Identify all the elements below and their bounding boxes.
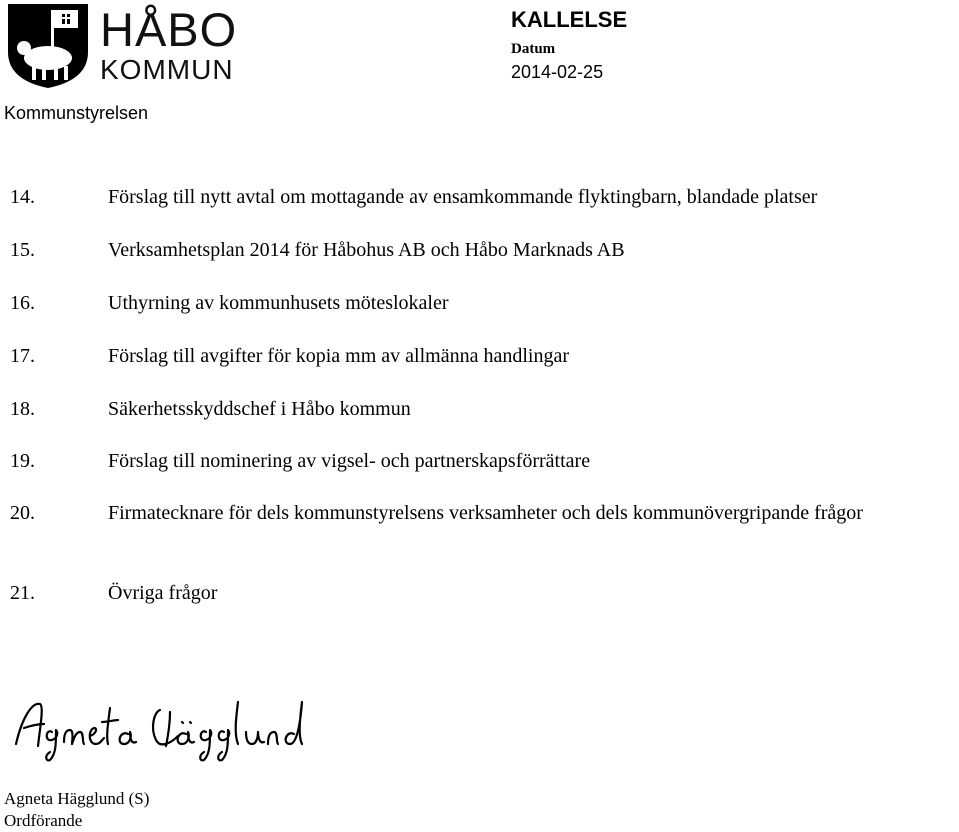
agenda-number: 20. xyxy=(10,502,35,524)
agenda-text: Övriga frågor xyxy=(108,582,218,604)
date-value: 2014-02-25 xyxy=(511,62,604,82)
agenda-text: Förslag till avgifter för kopia mm av allmänna handlingar xyxy=(108,345,569,367)
agenda-item xyxy=(10,290,955,316)
agenda-item xyxy=(10,396,955,422)
agenda-text: Säkerhetsskyddschef i Håbo kommun xyxy=(108,398,411,420)
agenda-item xyxy=(10,448,955,474)
agenda-item xyxy=(10,580,955,606)
agenda-text: Firmatecknare för dels kommunstyrelsens verksamheter och dels kommunövergripande frågor xyxy=(108,502,863,524)
document-type: KALLELSE xyxy=(511,7,628,32)
date-label: Datum xyxy=(511,41,556,57)
signer-name: Agneta Hägglund (S) xyxy=(4,789,150,808)
agenda-number: 16. xyxy=(10,292,35,314)
logo-name: HÅBO xyxy=(100,3,238,56)
agenda-number: 14. xyxy=(10,186,35,208)
agenda-item xyxy=(10,184,955,210)
signer-block xyxy=(4,788,149,832)
department-name: Kommunstyrelsen xyxy=(4,103,149,123)
agenda-item xyxy=(10,237,955,263)
handwritten-signature xyxy=(10,688,310,768)
agenda-number: 18. xyxy=(10,398,35,420)
signer-title: Ordförande xyxy=(4,811,83,830)
lamb-with-banner-icon xyxy=(4,2,92,88)
agenda-text: Uthyrning av kommunhusets möteslokaler xyxy=(108,292,449,314)
agenda-number: 15. xyxy=(10,239,35,261)
agenda-item xyxy=(10,500,955,526)
agenda-number: 19. xyxy=(10,450,35,472)
agenda-text: Verksamhetsplan 2014 för Håbohus AB och Håbo Marknads AB xyxy=(108,239,625,261)
logo-subtitle: KOMMUN xyxy=(100,54,234,85)
agenda-number: 21. xyxy=(10,582,35,604)
agenda-text: Förslag till nytt avtal om mottagande av ensamkommande flyktingbarn, blandade platser xyxy=(108,186,818,208)
agenda-text: Förslag till nominering av vigsel- och partnerskapsförrättare xyxy=(108,450,591,472)
agenda-item xyxy=(10,343,955,369)
municipality-logo xyxy=(4,2,236,88)
agenda-number: 17. xyxy=(10,345,35,367)
